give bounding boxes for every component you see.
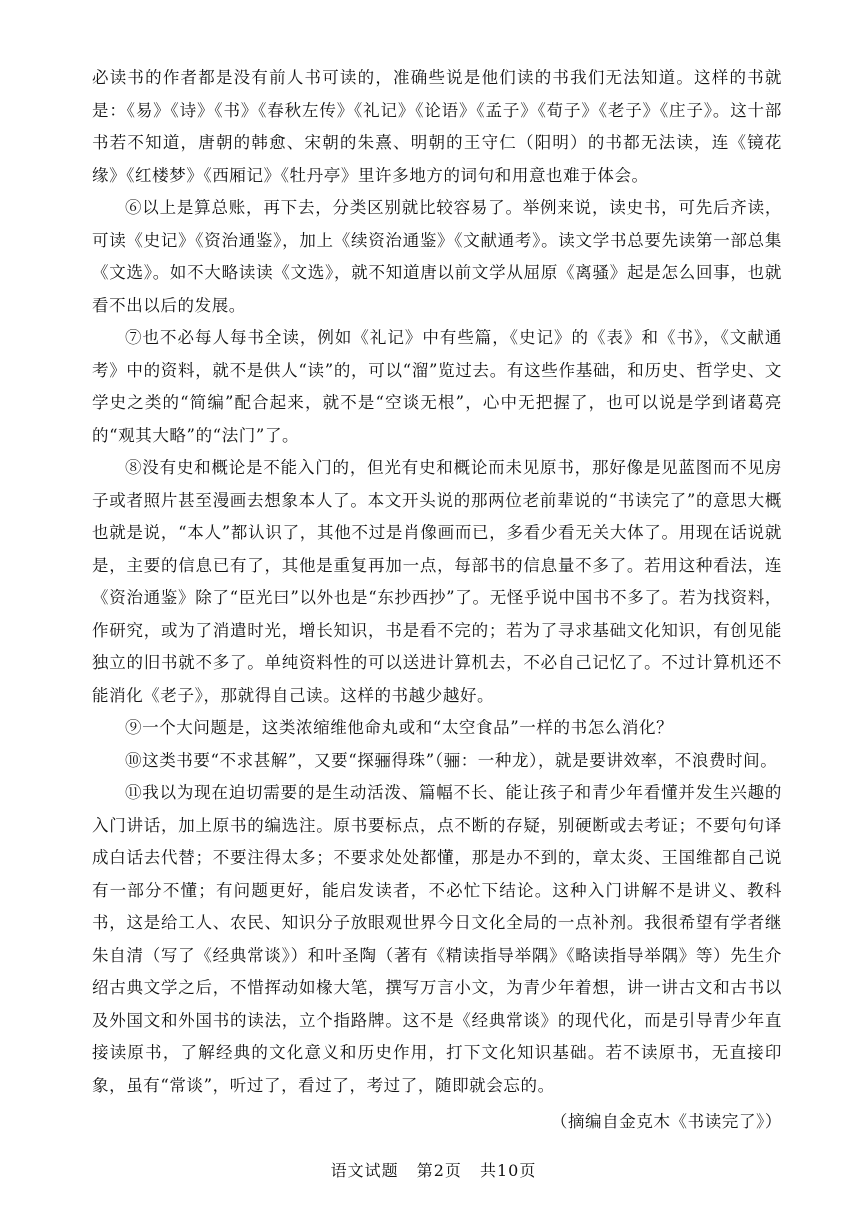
page-footer <box>0 1158 867 1181</box>
paragraph-6: ⑥以上是算总账，再下去，分类区别就比较容易了。举例来说，读史书，可先后齐读，可读《史记》《资治通鉴》，加上《续资治通鉴》《文献通考》。读文学书总要先读第一部总集《文选》。如不大略读读《文选》，就不知道唐以前文学从屈原《离骚》起是怎么回事，也就看不出以后的发展。 <box>92 198 782 315</box>
footer-page-number: 第2页 <box>416 1161 462 1180</box>
paragraph-10: ⑩这类书要“不求甚解”，又要“探骊得珠”（骊：一种龙），就是要讲效率，不浪费时间。 <box>125 750 778 770</box>
paragraph-11: ⑪我以为现在迫切需要的是生动活泼、篇幅不长、能让孩子和青少年看懂并发生兴趣的入门讲话，加上原书的编选注。原书要标点，点不断的存疑，别硬断或去考证；不要句句译成白话去代替；不要注得太多；不要求处处都懂，那是办不到的，章太炎、王国维都自己说有一部分不懂；有问题更好，能启发读者，不必忙下结论。这种入门讲解不是讲义、教科书，这是给工人、农民、知识分子放眼观世界今日文化全局的一点补剂。我很希望有学者继朱自清（写了《经典常谈》）和叶圣陶（著有《精读指导举隅》《略读指导举隅》等）先生介绍古典文学之后，不惜挥动如椽大笔，撰写万言小文，为青少年着想，讲一讲古文和古书以及外国文和外国书的读法，立个指路牌。这不是《经典常谈》的现代化，而是引导青少年直接读原书，了解经典的文化意义和历史作用，打下文化知识基础。若不读原书，无直接印象，虽有“常谈”，听过了，看过了，考过了，随即就会忘的。 <box>92 783 782 1095</box>
paragraph-8: ⑧没有史和概论是不能入门的，但光有史和概论而未见原书，那好像是见蓝图而不见房子或者照片甚至漫画去想象本人了。本文开头说的那两位老前辈说的“书读完了”的意思大概也就是说，“本人”都认识了，其他不过是肖像画而已，多看少看无关大体了。用现在话说就是，主要的信息已有了，其他是重复再加一点，每部书的信息量不多了。若用这种看法，连《资治通鉴》除了“臣光曰”以外也是“东抄西抄”了。无怪乎说中国书不多了。若为找资料，作研究，或为了消遣时光，增长知识，书是看不完的；若为了寻求基础文化知识，有创见能独立的旧书就不多了。单纯资料性的可以送进计算机去，不必自己记忆了。不过计算机还不能消化《老子》，那就得自己读。这样的书越少越好。 <box>92 458 782 705</box>
document-body <box>92 62 782 1139</box>
paragraph-continued: 必读书的作者都是没有前人书可读的，准确些说是他们读的书我们无法知道。这样的书就是：《易》《诗》《书》《春秋左传》《礼记》《论语》《孟子》《荀子》《老子》《庄子》。这十部书若不知道，唐朝的韩愈、宋朝的朱熹、明朝的王守仁（阳明）的书都无法读，连《镜花缘》《红楼梦》《西厢记》《牡丹亭》里许多地方的词句和用意也难于体会。 <box>92 68 782 185</box>
footer-total-pages: 共10页 <box>480 1161 537 1180</box>
footer-subject: 语文试题 <box>330 1161 399 1180</box>
paragraph-7: ⑦也不必每人每书全读，例如《礼记》中有些篇，《史记》的《表》和《书》，《文献通考》中的资料，就不是供人“读”的，可以“溜”览过去。有这些作基础，和历史、哲学史、文学史之类的“简编”配合起来，就不是“空谈无根”，心中无把握了，也可以说是学到诸葛亮的“观其大略”的“法门”了。 <box>92 328 782 445</box>
source-citation: （摘编自金克木《书读完了》） <box>550 1112 782 1131</box>
paragraph-9: ⑨一个大问题是，这类浓缩维他命丸或和“太空食品”一样的书怎么消化？ <box>125 718 674 737</box>
